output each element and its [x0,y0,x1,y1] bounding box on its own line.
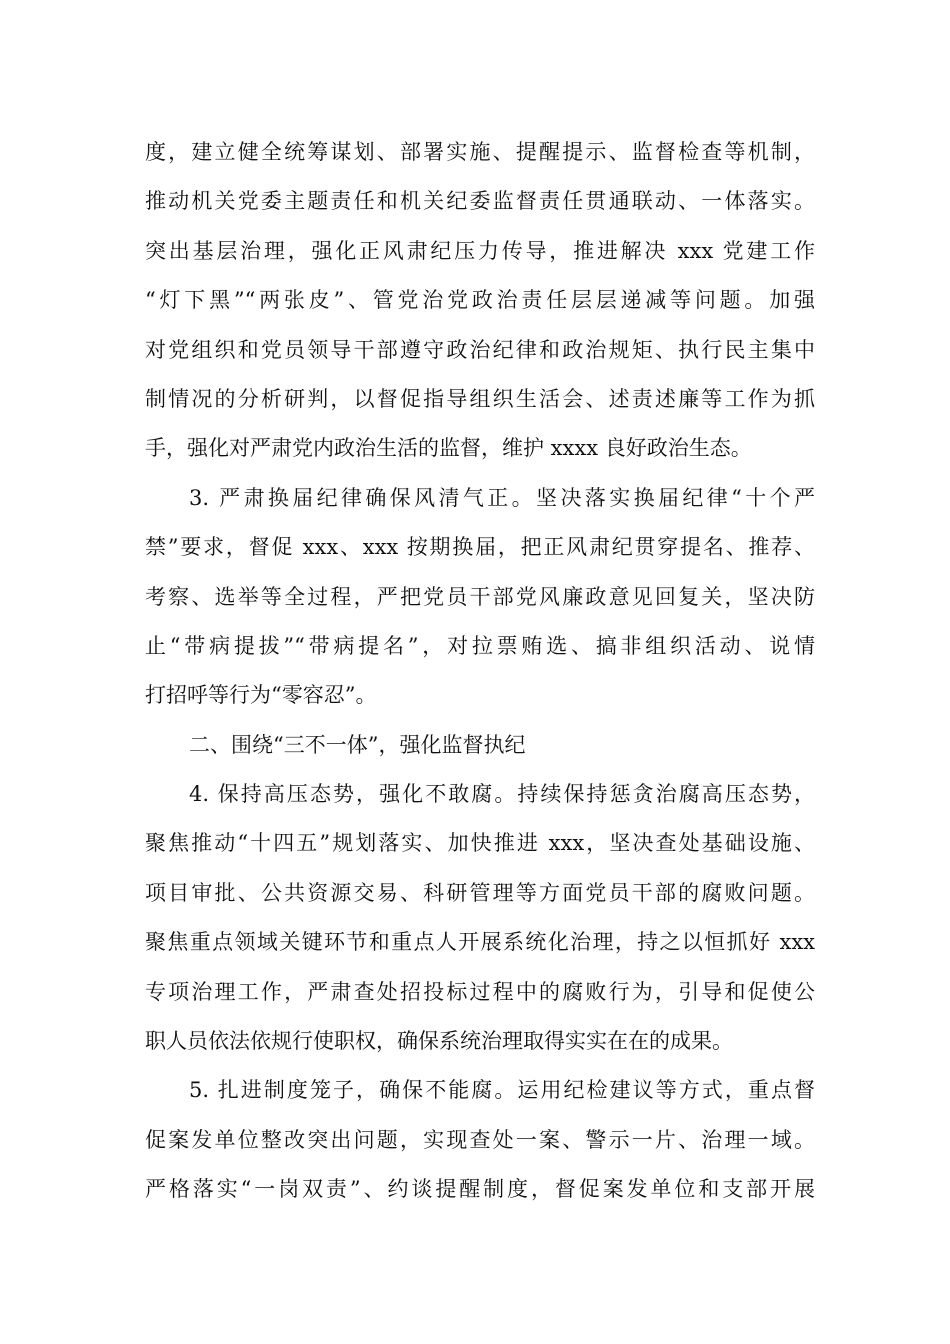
paragraph-line: 聚焦重点领域关键环节和重点人开展系统化治理，持之以恒抓好 xxx [145,930,815,955]
paragraph-line: 推动机关党委主题责任和机关纪委监督责任贯通联动、一体落实。 [145,189,815,214]
paragraph-line: 职人员依法依规行使职权，确保系统治理取得实实在在的成果。 [145,1029,733,1054]
paragraph-line: 度，建立健全统筹谋划、部署实施、提醒提示、监督检查等机制， [145,140,815,164]
paragraph-line: 制情况的分析研判，以督促指导组织生活会、述责述廉等工作为抓 [145,386,815,411]
paragraph-line: 禁”要求，督促 xxx、xxx 按期换届，把正风肃纪贯穿提名、推荐、 [145,535,815,560]
paragraph-line: 项目审批、公共资源交易、科研管理等方面党员干部的腐败问题。 [145,880,815,905]
paragraph-line: 打招呼等行为“零容忍”。 [145,683,377,708]
paragraph-line: 止“带病提拔”“带病提名”，对拉票贿选、搞非组织活动、说情 [145,633,815,658]
paragraph-line: 对党组织和党员领导干部遵守政治纪律和政治规矩、执行民主集中 [145,337,815,362]
paragraph-line: 突出基层治理，强化正风肃纪压力传导，推进解决 xxx 党建工作 [145,238,815,263]
paragraph-line: 手，强化对严肃党内政治生活的监督，维护 xxxx 良好政治生态。 [145,436,752,461]
paragraph-line: 5. 扎进制度笼子，确保不能腐。运用纪检建议等方式，重点督 [189,1078,815,1103]
paragraph-line: 严格落实“一岗双责”、约谈提醒制度，督促案发单位和支部开展 [145,1177,815,1202]
paragraph-line: 专项治理工作，严肃查处招投标过程中的腐败行为，引导和促使公 [145,979,815,1004]
paragraph-line: 促案发单位整改突出问题，实现查处一案、警示一片、治理一域。 [145,1127,815,1152]
paragraph-line: 聚焦推动“十四五”规划落实、加快推进 xxx，坚决查处基础设施、 [145,831,815,856]
paragraph-line: “灯下黑”“两张皮”、管党治党政治责任层层递减等问题。加强 [145,288,815,313]
paragraph-line: 4. 保持高压态势，强化不敢腐。持续保持惩贪治腐高压态势， [189,782,815,807]
paragraph-line: 3. 严肃换届纪律确保风清气正。坚决落实换届纪律“十个严 [189,485,815,510]
section-heading: 二、围绕“三不一体”，强化监督执纪 [189,732,526,757]
document-body [145,128,815,1215]
paragraph-line: 考察、选举等全过程，严把党员干部党风廉政意见回复关，坚决防 [145,584,815,609]
